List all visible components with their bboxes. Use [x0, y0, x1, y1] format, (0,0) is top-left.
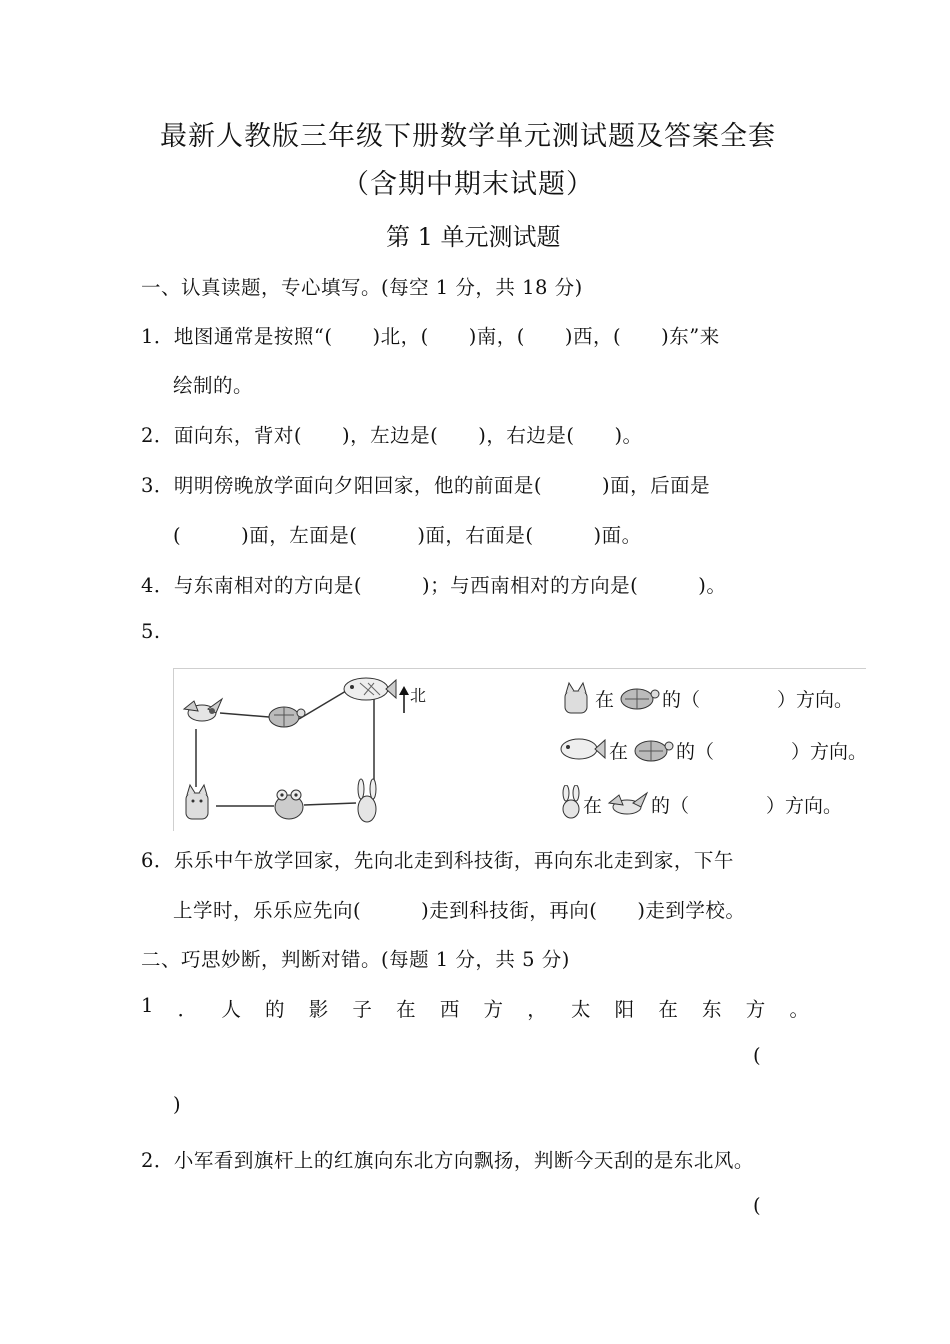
judge-question-1 [141, 994, 809, 1022]
judge-q2-open-paren: ( [753, 1194, 762, 1217]
map-path-line [304, 803, 356, 805]
judge-q1-char: 1 [141, 994, 154, 1017]
judge-q1-close-paren: ) [173, 1093, 182, 1116]
question-6-line1: 6．乐乐中午放学回家，先向北走到科技街，再向东北走到家，下午 [141, 849, 734, 872]
q5-row-1 [559, 681, 869, 715]
bird-icon [184, 699, 222, 721]
q5-row-2-left: 在 [609, 741, 629, 763]
question-4: 4．与东南相对的方向是( )；与西南相对的方向是( )。 [141, 574, 727, 597]
north-arrow-icon [399, 686, 409, 713]
judge-q1-char: 人 [221, 998, 241, 1021]
judge-question-2: 2．小军看到旗杆上的红旗向东北方向飘扬，判断今天刮的是东北风。 [141, 1149, 754, 1172]
rabbit-icon [358, 779, 376, 822]
question-1-line1: 1．地图通常是按照“( )北，( )南，( )西，( )东”来 [141, 325, 720, 348]
cat-icon [559, 681, 593, 715]
q5-row-1-right: ）方向。 [777, 689, 854, 711]
document-subtitle: （含期中期末试题） [342, 169, 594, 200]
judge-q1-char: 方 [745, 998, 766, 1021]
question-5-number: 5. [141, 620, 161, 643]
question-1-line2: 绘制的。 [173, 374, 254, 397]
bird-icon [605, 789, 651, 819]
q5-row-3-mid: 的（ [651, 795, 690, 817]
animal-map-diagram [174, 669, 474, 831]
judge-q1-char: 东 [702, 998, 722, 1021]
turtle-icon [617, 683, 661, 713]
judge-q1-char: 太 [570, 998, 591, 1021]
judge-q1-char: 子 [352, 998, 372, 1021]
q5-row-2-mid: 的（ [676, 741, 715, 763]
fish-icon [344, 678, 396, 700]
rabbit-icon [559, 785, 583, 819]
section2-heading: 二、巧思妙断，判断对错。(每题 1 分，共 5 分) [141, 948, 570, 971]
judge-q1-char: 的 [265, 998, 285, 1021]
direction-map-figure [173, 668, 866, 831]
judge-q1-char: 西 [439, 998, 460, 1021]
q5-row-1-mid: 的（ [662, 689, 701, 711]
judge-q1-char: ． [177, 998, 198, 1021]
turtle-icon [269, 707, 305, 727]
judge-q1-char: 在 [658, 998, 678, 1021]
document-title: 最新人教版三年级下册数学单元测试题及答案全套 [160, 121, 776, 152]
judge-q1-char: ， [527, 998, 547, 1021]
judge-q1-char: 方 [483, 998, 504, 1021]
judge-q1-char: 。 [789, 998, 809, 1021]
map-path-line [299, 691, 346, 719]
q5-row-2-right: ）方向。 [791, 741, 868, 763]
judge-q1-char: 在 [396, 998, 416, 1021]
fish-icon [559, 733, 607, 765]
judge-q1-char: 阳 [614, 998, 635, 1021]
turtle-icon [631, 735, 675, 765]
q5-row-3-left: 在 [583, 795, 603, 817]
q5-row-2 [559, 733, 869, 767]
judge-q1-char: 影 [308, 998, 329, 1021]
q5-row-1-left: 在 [595, 689, 615, 711]
section1-heading: 一、认真读题，专心填写。(每空 1 分，共 18 分) [141, 276, 583, 299]
frog-icon [275, 790, 303, 819]
cat-icon [186, 785, 208, 819]
north-label: 北 [410, 686, 427, 705]
map-path-line [220, 713, 269, 717]
q5-row-3 [559, 785, 869, 819]
q5-row-3-right: ）方向。 [766, 795, 843, 817]
question-2: 2．面向东，背对( )，左边是( )，右边是( )。 [141, 424, 643, 447]
question-3-line1: 3．明明傍晚放学面向夕阳回家，他的前面是( )面，后面是 [141, 474, 711, 497]
question-6-line2: 上学时，乐乐应先向( )走到科技街，再向( )走到学校。 [173, 899, 746, 922]
question-3-line2: ( )面，左面是( )面，右面是( )面。 [173, 524, 642, 547]
judge-q1-open-paren: ( [753, 1044, 762, 1067]
unit-title: 第 1 单元测试题 [386, 223, 561, 251]
